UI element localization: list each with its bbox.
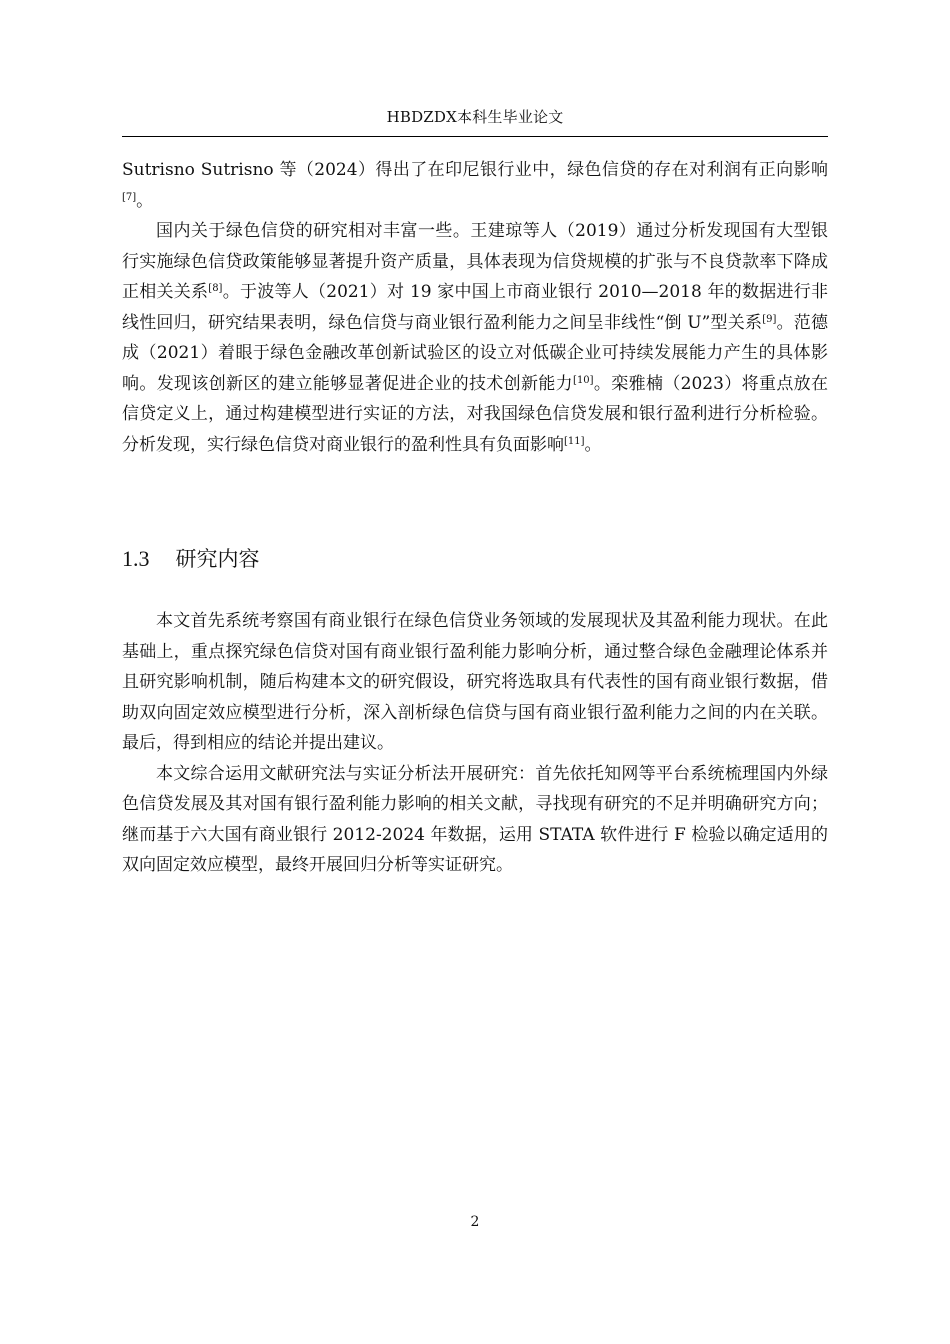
section-number: 1.3	[122, 546, 150, 571]
citation-ref: [9]	[762, 313, 777, 325]
citation-ref: [7]	[122, 191, 137, 203]
paragraph-text: Sutrisno Sutrisno 等（2024）得出了在印尼银行业中，绿色信贷的存在对利润有正向影响	[122, 160, 828, 180]
paragraph: 本文首先系统考察国有商业银行在绿色信贷业务领域的发展现状及其盈利能力现状。在此基础上，重点探究绿色信贷对国有商业银行盈利能力影响分析，通过整合绿色金融理论体系并且研究影响机制，随后构建本文的研究假设，研究将选取具有代表性的国有商业银行数据，借助双向固定效应模型进行分析，深入剖析绿色信贷与国有商业银行盈利能力之间的内在关联。最后，得到相应的结论并提出建议。	[122, 611, 828, 753]
paragraph	[122, 155, 828, 216]
citation-ref: [10]	[573, 374, 594, 386]
paragraph-text: 。	[584, 434, 602, 455]
page-number: 2	[470, 1214, 480, 1230]
section-title: 研究内容	[175, 547, 260, 571]
paragraph: 本文综合运用文献研究法与实证分析法开展研究：首先依托知网等平台系统梳理国内外绿色信贷发展及其对国有银行盈利能力影响的相关文献，寻找现有研究的不足并明确研究方向；继而基于六大国有商业银行 2012-2024 年数据，运用 STATA 软件进行 F 检验以确定适用的双向固定效应模型，最终开展回归分析等实证研究。	[122, 763, 828, 875]
paragraph-text: 国内关于绿色信贷的研究相对丰富一些。王建琼等人（2019）通过分析发现国有大型银行实施绿色信贷政策能够显著提升资产质量，具体表现为信贷规模的扩张与不良贷款率下降成正相关关系	[122, 221, 828, 302]
citation-ref: [11]	[564, 435, 585, 447]
paragraph-text: 。范德成（2021）着眼于绿色金融改革创新试验区的设立对低碳企业可持续发展能力产生的具体影响。发现该创新区的建立能够显著促进企业的技术创新能力	[122, 312, 828, 394]
paragraph	[122, 216, 828, 460]
running-header: HBDZDX本科生毕业论文	[386, 108, 564, 126]
paragraph-text: 。	[136, 190, 154, 211]
research-content-body	[122, 606, 828, 881]
header-rule	[122, 136, 828, 137]
section-heading	[122, 543, 260, 576]
literature-review-continuation	[122, 155, 828, 460]
paragraph-text: 。于波等人（2021）对 19 家中国上市商业银行 2010—2018 年的数据进行非线性回归，研究结果表明，绿色信贷与商业银行盈利能力之间呈非线性“倒 U”型关系	[122, 282, 828, 333]
paragraph-text: 。栾雅楠（2023）将重点放在信贷定义上，通过构建模型进行实证的方法，对我国绿色信贷发展和银行盈利进行分析检验。分析发现，实行绿色信贷对商业银行的盈利性具有负面影响	[122, 373, 829, 455]
citation-ref: [8]	[208, 283, 223, 294]
